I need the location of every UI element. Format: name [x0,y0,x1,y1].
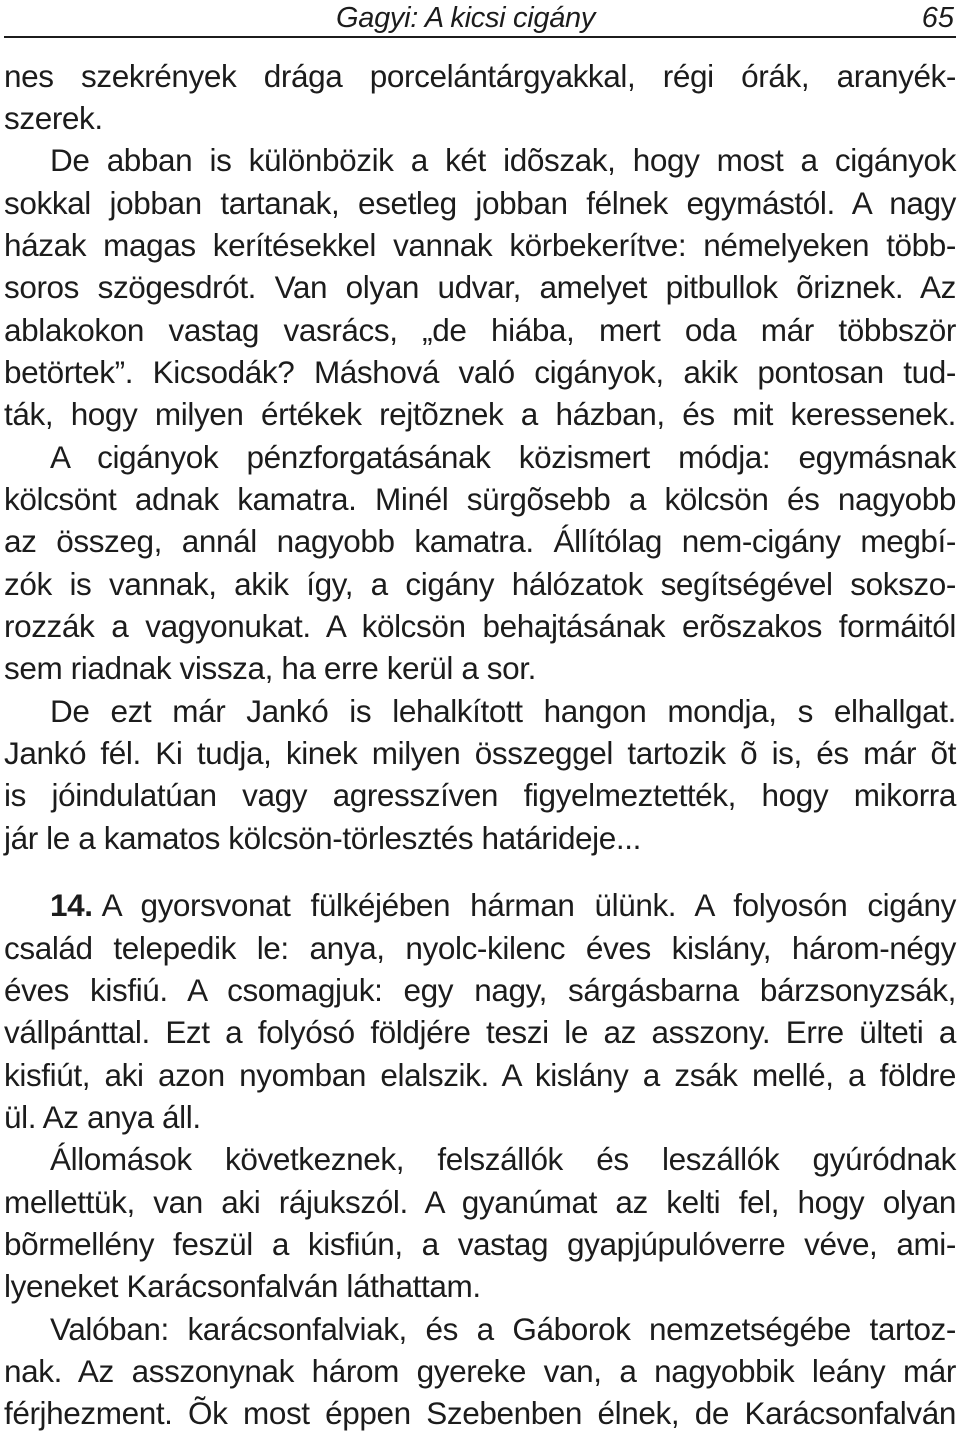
text-line: ablakokon vastag vasrács, „de hiába, mert oda már többször [4,312,956,348]
text-line: ül. Az anya áll. [4,1099,201,1135]
text-line: kisfiút, aki azon nyomban elalszik. A kislány a zsák mellé, a földre [4,1057,956,1093]
text-line: rozzák a vagyonukat. A kölcsön behajtásának erõszakos formáitól [4,608,956,644]
text-line: ták, hogy milyen értékek rejtõznek a házban, és mit keressenek. [4,396,956,432]
text-line: A gyorsvonat fülkéjében hárman ülünk. A folyosón cigány [101,887,956,923]
text-line: lyeneket Karácsonfalván láthattam. [4,1268,481,1304]
text-line: házak magas kerítésekkel vannak körbekerítve: némelyeken több- [4,227,956,263]
text-line: A cigányok pénzforgatásának közismert módja: egymásnak [50,439,956,475]
text-line: is jóindulatúan vagy agresszíven figyelmeztették, hogy mikorra [4,777,956,813]
text-line: mellettük, van aki rájukszól. A gyanúmat az kelti fel, hogy olyan [4,1184,956,1220]
text-line: soros szögesdrót. Van olyan udvar, amelyet pitbullok õriznek. Az [4,269,956,305]
text-line: sokkal jobban tartanak, esetleg jobban félnek egymástól. A nagy [4,185,956,221]
text-line: betörtek”. Kicsodák? Máshová való cigányok, akik pontosan tud- [4,354,956,390]
text-line: kölcsönt adnak kamatra. Minél sürgõsebb a kölcsön és nagyobb [4,481,956,517]
text-line: vállpánttal. Ezt a folyósó földjére teszi le az asszony. Erre ülteti a [4,1014,956,1050]
text-line: nes szekrények drága porcelántárgyakkal, régi órák, aranyék- [4,58,956,94]
text-line: család telepedik le: anya, nyolc-kilenc éves kislány, három-négy [4,930,956,966]
text-line: nak. Az asszonynak három gyereke van, a nagyobbik leány már [4,1353,956,1389]
text-line: Jankó fél. Ki tudja, kinek milyen összeggel tartozik õ is, és már õt [4,735,956,771]
section-first-line [50,885,956,925]
text-line: éves kisfiú. A csomagjuk: egy nagy, sárgásbarna bárzsonyzsák, [4,972,956,1008]
text-line: Állomások következnek, felszállók és leszállók gyúródnak [50,1141,956,1177]
text-line: szerek. [4,100,103,136]
text-line: De ezt már Jankó is lehalkított hangon mondja, s elhallgat. [50,693,956,729]
text-line: Valóban: karácsonfalviak, és a Gáborok nemzetségébe tartoz- [50,1311,956,1347]
page-number: 65 [921,2,954,34]
section-number: 14. [50,887,93,923]
text-line: zók is vannak, akik így, a cigány hálózatok segítségével sokszo- [4,566,956,602]
text-line: bõrmellény feszül a kisfiún, a vastag gyapjúpulóverre véve, ami- [4,1226,956,1262]
text-line: jár le a kamatos kölcsön-törlesztés határideje... [4,820,641,856]
text-line: az összeg, annál nagyobb kamatra. Állítólag nem-cigány megbí- [4,523,956,559]
text-line: De abban is különbözik a két idõszak, hogy most a cigányok [50,142,956,178]
text-line: sem riadnak vissza, ha erre kerül a sor. [4,650,536,686]
running-header [4,0,956,38]
text-line: férjhezment. Õk most éppen Szebenben élnek, de Karácsonfalván [4,1395,956,1431]
running-title: Gagyi: A kicsi cigány [336,2,596,34]
